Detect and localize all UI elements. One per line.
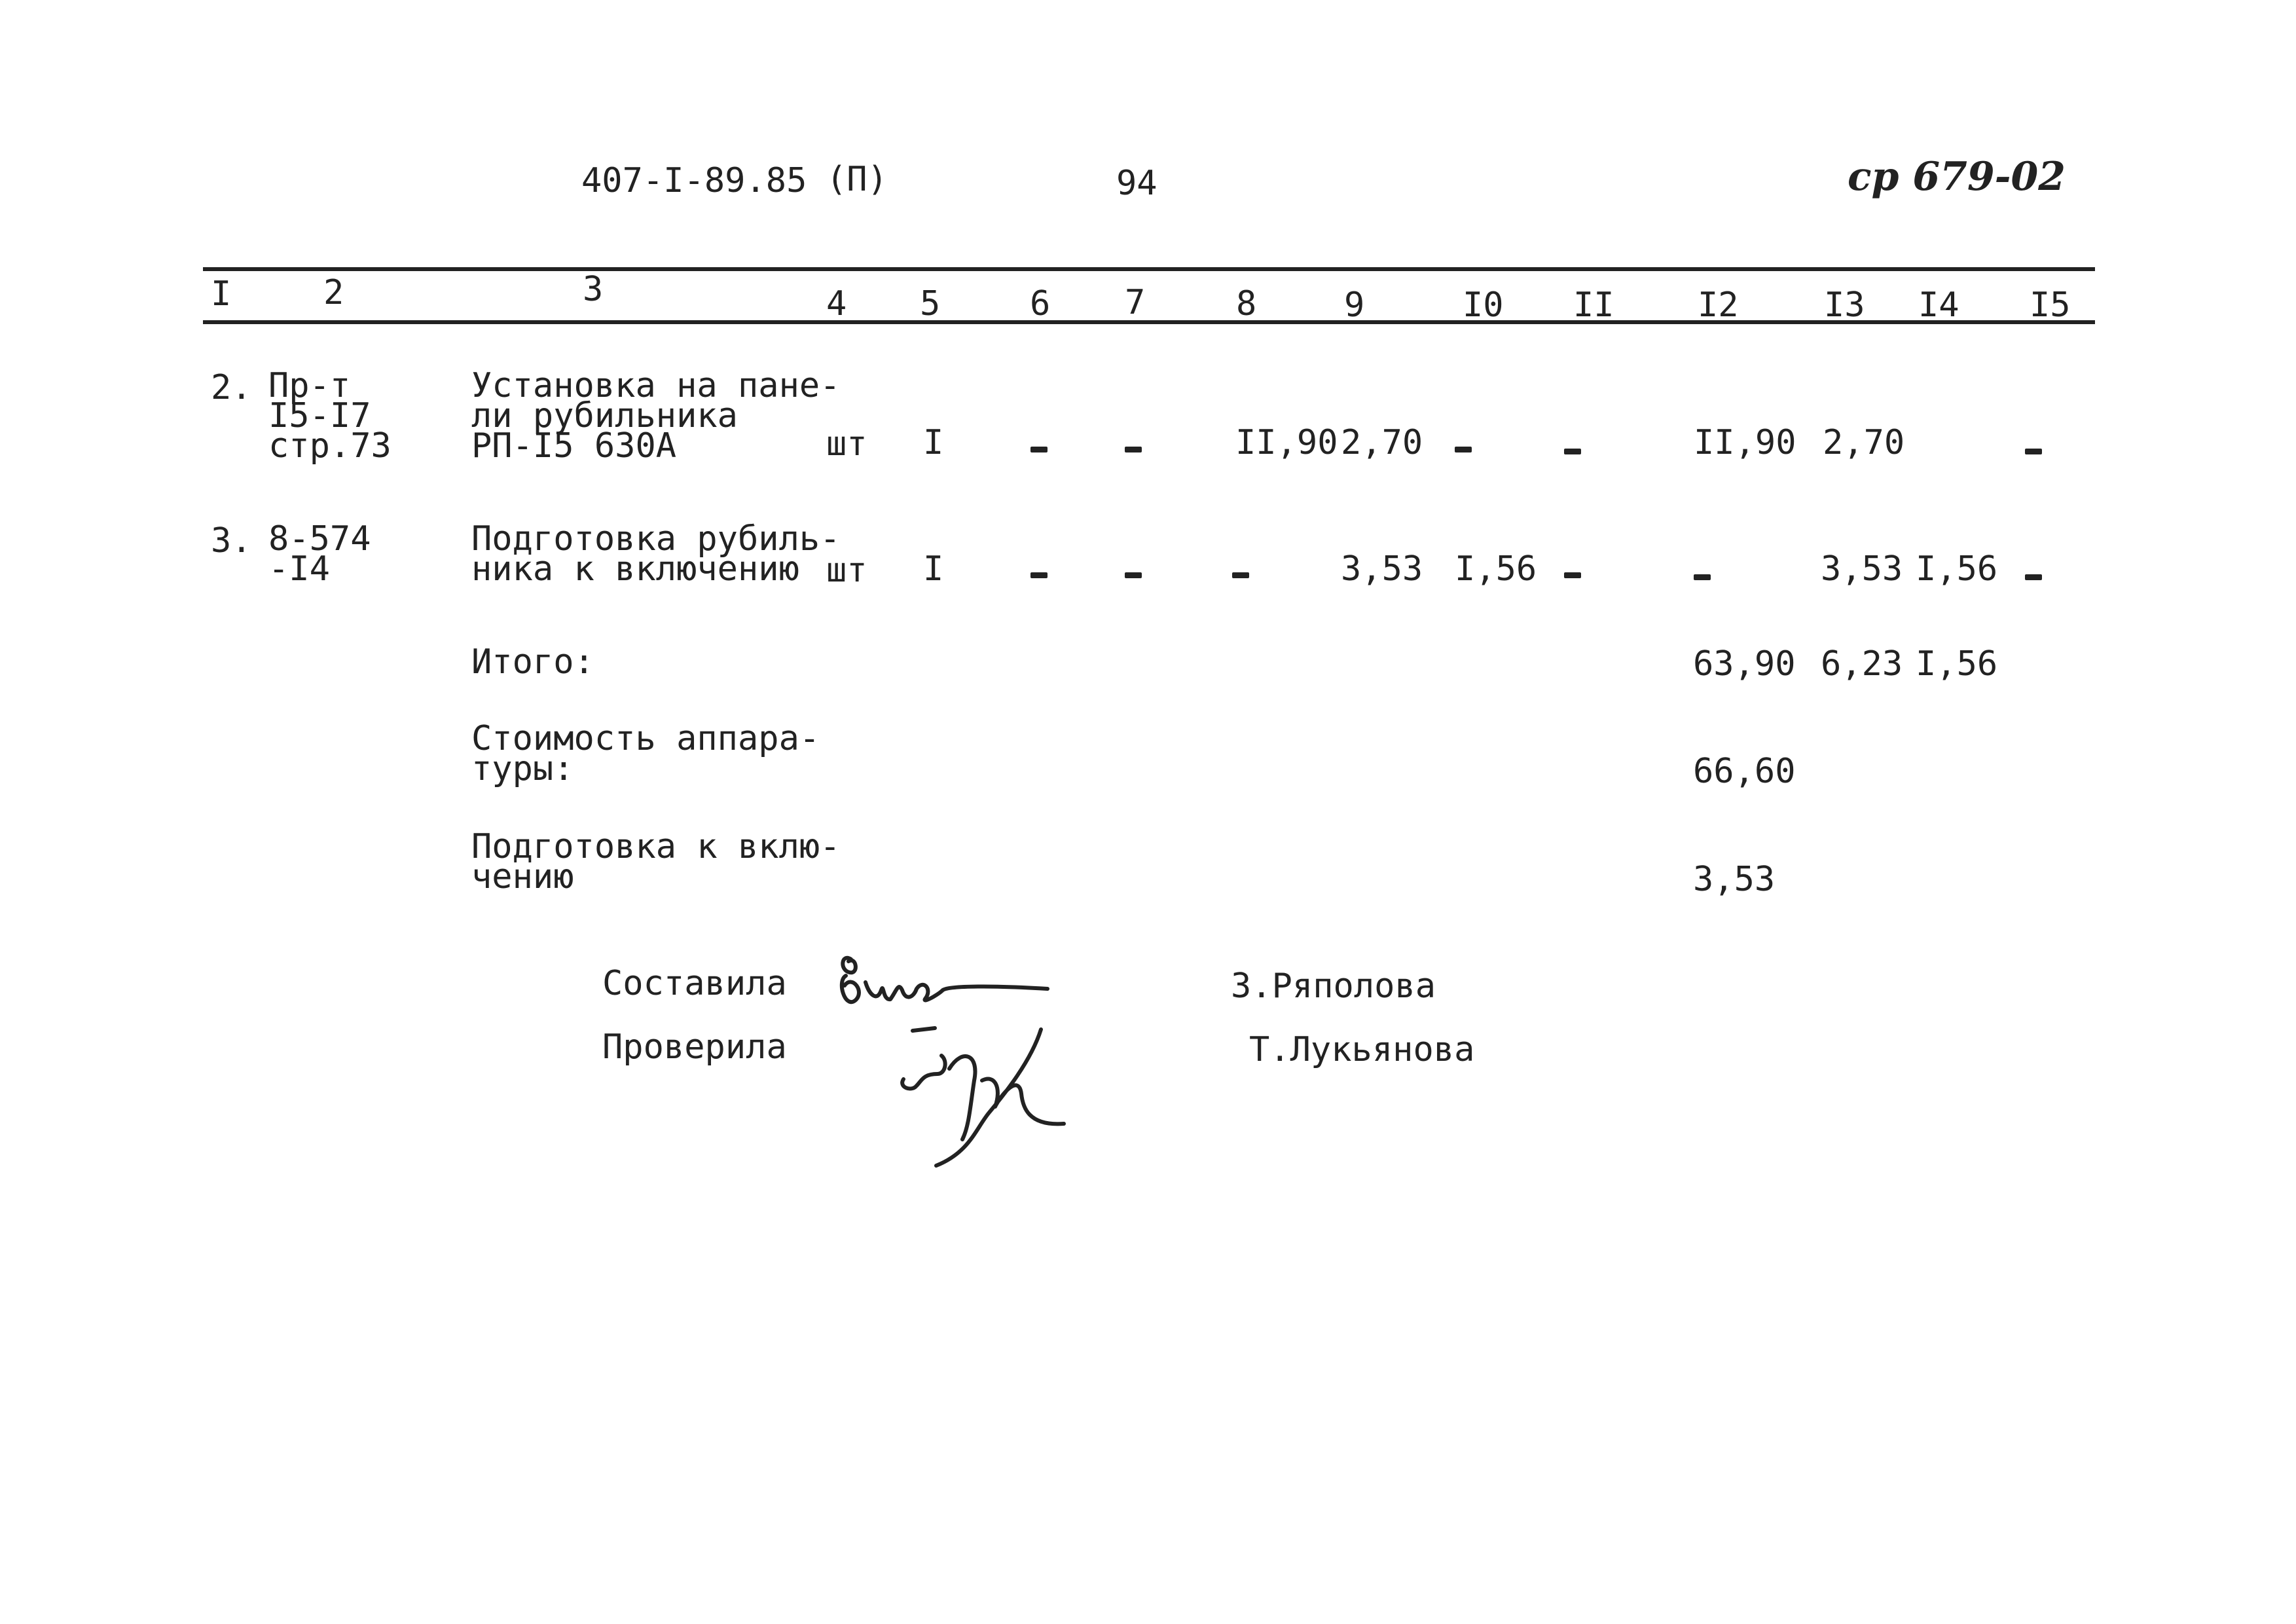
cell-col12: II,90 bbox=[1694, 423, 1796, 462]
cell-col9: 2,70 bbox=[1341, 423, 1423, 462]
cell-quantity: I bbox=[923, 549, 944, 589]
description-line: ника к включению bbox=[471, 549, 799, 589]
label-line: Подготовка к вклю- bbox=[471, 827, 841, 866]
column-header: I3 bbox=[1824, 286, 1865, 325]
preparation-value: 3,53 bbox=[1693, 860, 1776, 899]
compiled-by-label: Составила bbox=[602, 964, 787, 1003]
document-section: (П) bbox=[826, 160, 888, 199]
row-number: 2. bbox=[211, 368, 252, 407]
totals-col14: I,56 bbox=[1916, 644, 1998, 684]
cell-quantity: I bbox=[923, 423, 944, 462]
totals-col12: 63,90 bbox=[1693, 644, 1796, 684]
column-header: 7 bbox=[1125, 283, 1146, 322]
label-line: туры: bbox=[471, 749, 574, 788]
totals-label: Итого: bbox=[471, 642, 594, 682]
reference-line: Пр-т bbox=[268, 366, 351, 405]
cell-col13: 3,53 bbox=[1821, 549, 1903, 589]
compiled-signature-underline bbox=[913, 1028, 935, 1031]
cell-col8: II,90 bbox=[1235, 423, 1338, 462]
description-line: ли рубильника bbox=[471, 396, 738, 435]
description-line: Подготовка рубиль- bbox=[471, 519, 841, 559]
cell-col14: I,56 bbox=[1916, 549, 1998, 589]
column-header: 6 bbox=[1030, 284, 1051, 323]
column-header: 4 bbox=[826, 284, 847, 323]
totals-col13: 6,23 bbox=[1821, 644, 1903, 684]
archive-stamp: cp 679-02 bbox=[1848, 154, 2066, 200]
compiled-signature bbox=[842, 958, 1048, 1002]
reference-line: 8-574 bbox=[268, 519, 371, 559]
cell-unit: шт bbox=[826, 424, 867, 464]
reference-line: I5-I7 bbox=[268, 396, 371, 435]
row-number: 3. bbox=[211, 521, 252, 561]
checked-signature bbox=[902, 1029, 1064, 1166]
column-header: I5 bbox=[2030, 286, 2071, 325]
column-header: 9 bbox=[1344, 286, 1365, 325]
column-header: 5 bbox=[920, 284, 941, 323]
equipment-cost-value: 66,60 bbox=[1693, 752, 1796, 791]
reference-line: стр.73 bbox=[268, 426, 392, 466]
column-header: 3 bbox=[583, 270, 604, 309]
checked-by-label: Проверила bbox=[602, 1027, 787, 1067]
label-line: Стоимость аппара- bbox=[471, 719, 820, 758]
label-line: чению bbox=[471, 857, 574, 896]
column-header: I2 bbox=[1698, 286, 1739, 325]
reference-line: -I4 bbox=[268, 549, 330, 589]
column-header: 2 bbox=[323, 273, 344, 312]
column-header: I4 bbox=[1918, 286, 1959, 325]
column-header: II bbox=[1573, 286, 1614, 325]
cell-unit: шт bbox=[826, 551, 867, 590]
description-line: РП-I5 630А bbox=[471, 426, 677, 466]
column-header: I0 bbox=[1463, 286, 1504, 325]
column-header: 8 bbox=[1236, 284, 1257, 323]
cell-col10: I,56 bbox=[1455, 549, 1537, 589]
page-number: 94 bbox=[1116, 164, 1157, 203]
document-code: 407-I-89.85 bbox=[581, 161, 807, 200]
cell-col9: 3,53 bbox=[1341, 549, 1423, 589]
cell-col13: 2,70 bbox=[1823, 423, 1905, 462]
checked-by-name: Т.Лукьянова bbox=[1249, 1030, 1475, 1069]
column-header: I bbox=[211, 274, 232, 314]
compiled-by-name: З.Ряполова bbox=[1231, 967, 1436, 1006]
description-line: Установка на пане- bbox=[471, 366, 841, 405]
